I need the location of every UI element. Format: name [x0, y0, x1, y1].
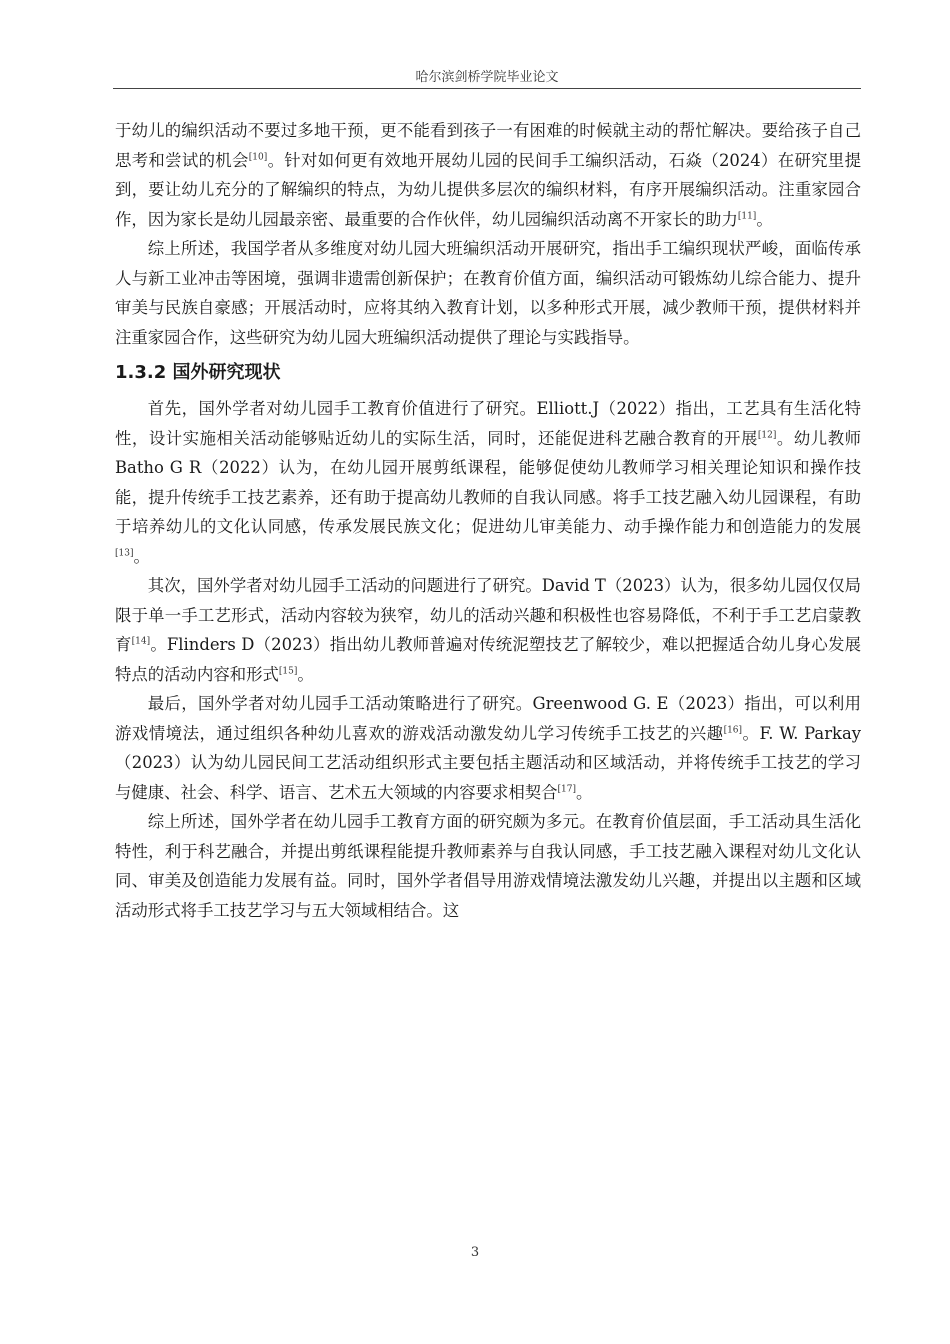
citation-ref: [13] — [115, 548, 134, 559]
section-heading — [115, 358, 861, 388]
citation-ref: [11] — [737, 211, 757, 222]
paragraph: 首先，国外学者对幼儿园手工教育价值进行了研究。Elliott.J（2022）指出，工艺具有生活化特性，设计实施相关活动能够贴近幼儿的实际生活，同时，还能促进科艺融合教育的开展[12]。幼儿教师 Batho G R（2022）认为，在幼儿园开展剪纸课程，能够促使幼儿教师学习相关理论知识和操作技能，提升传统手工技艺素养，还有助于提高幼儿教师的自我认同感。将手工技艺融入幼儿园课程，有助于培养幼儿的文化认同感，传承发展民族文化；促进幼儿审美能力、动手操作能力和创造能力的发展[13]。 — [115, 399, 862, 566]
page-number: 3 — [470, 1245, 480, 1260]
citation-ref: [15] — [278, 666, 298, 677]
paragraph: 最后，国外学者对幼儿园手工活动策略进行了研究。Greenwood G. E（2023）指出，可以利用游戏情境法，通过组织各种幼儿喜欢的游戏活动激发幼儿学习传统手工技艺的兴趣[16]。F. W. Parkay（2023）认为幼儿园民间工艺活动组织形式主要包括主题活动和区域活动，并将传统手工技艺的学习与健康、社会、科学、语言、艺术五大领域的内容要求相契合[17]。 — [115, 694, 861, 802]
paragraph: 其次，国外学者对幼儿园手工活动的问题进行了研究。David T（2023）认为，很多幼儿园仅仅局限于单一手工艺形式，活动内容较为狭窄，幼儿的活动兴趣和积极性也容易降低，不利于手工艺启蒙教育[14]。Flinders D（2023）指出幼儿教师普遍对传统泥塑技艺了解较少，难以把握适合幼儿身心发展特点的活动内容和形式[15]。 — [115, 576, 861, 684]
body-text — [115, 116, 861, 925]
paragraph: 于幼儿的编织活动不要过多地干预，更不能看到孩子一有困难的时候就主动的帮忙解决。要给孩子自己思考和尝试的机会[10]。针对如何更有效地开展幼儿园的民间手工编织活动，石焱（2024）在研究里提到，要让幼儿充分的了解编织的特点，为幼儿提供多层次的编织材料，有序开展编织活动。注重家园合作，因为家长是幼儿园最亲密、最重要的合作伙伴，幼儿园编织活动离不开家长的助力[11]。 — [115, 121, 861, 229]
paragraph: 综上所述，国外学者在幼儿园手工教育方面的研究颇为多元。在教育价值层面，手工活动具生活化特性，利于科艺融合，并提出剪纸课程能提升教师素养与自我认同感，手工技艺融入课程对幼儿文化认同、审美及创造能力发展有益。同时，国外学者倡导用游戏情境法激发幼儿兴趣，并提出以主题和区域活动形式将手工技艺学习与五大领域相结合。这 — [115, 812, 861, 920]
section-number: 1.3.2 — [115, 362, 167, 383]
page-header-title: 哈尔滨剑桥学院毕业论文 — [415, 70, 559, 85]
citation-ref: [14] — [131, 636, 151, 647]
paragraph: 综上所述，我国学者从多维度对幼儿园大班编织活动开展研究，指出手工编织现状严峻，面临传承人与新工业冲击等困境，强调非遗需创新保护；在教育价值方面，编织活动可锻炼幼儿综合能力、提升审美与民族自豪感；开展活动时，应将其纳入教育计划，以多种形式开展，减少教师干预，提供材料并注重家园合作，这些研究为幼儿园大班编织活动提供了理论与实践指导。 — [115, 239, 861, 347]
citation-ref: [16] — [723, 725, 743, 736]
section-title: 国外研究现状 — [172, 362, 281, 383]
citation-ref: [12] — [757, 430, 777, 441]
citation-ref: [17] — [557, 784, 577, 795]
header-divider — [113, 88, 861, 89]
citation-ref: [10] — [248, 152, 268, 163]
